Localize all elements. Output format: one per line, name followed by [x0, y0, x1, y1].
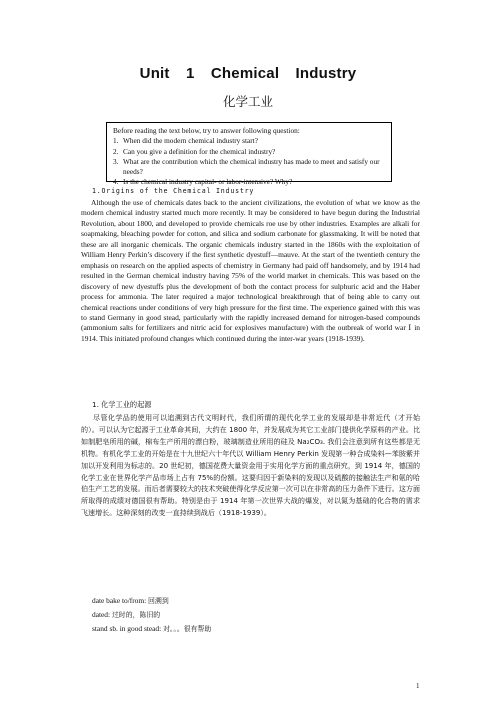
question-text: Is the chemical industry capital- or labor-intensive? Why?	[123, 177, 293, 187]
question-text: When did the modern chemical industry start?	[123, 136, 258, 146]
translation-heading: 1. 化学工业的起源	[92, 400, 152, 409]
question-number: 4.	[113, 177, 119, 187]
page-subtitle: 化学工业	[222, 94, 273, 109]
question-intro: Before reading the text below, try to answer following question:	[113, 126, 300, 135]
english-paragraph: Although the use of chemicals dates back to the ancient civilizations, the evolution of what we know as the modern chemical industry started much more recently. It may be considered to have begun during the Industrial Revolution, about 1800, and developed to provide chemicals roe use by other industries. Examples are alkali for soapmaking, bleaching powder for cotton, and silica and sodium carbonate for glassmaking. It will be noted that these are all inorganic chemicals. The organic chemicals industry started in the 1860s with the exploitation of William Henry Perkin’s discovery if the first synthetic dyestuff—mauve. At the start of the twentieth century the emphasis on research on the applied aspects of chemistry in Germany had paid off handsomely, and by 1914 had resulted in the German chemical industry having 75% of the world market in chemicals. This was based on the discovery of new dyestuffs plus the development of both the contact process for sulphuric acid and the Haber process for ammonia. The later required a major technological breakthrough that of being able to carry out chemical reactions under conditions of very high pressure for the first time. The experience gained with this was to stand Germany in good stead, particularly with the rapidly increased demand for nitrogen-based compounds (ammonium salts for fertilizers and nitric acid for explosives manufacture) with the outbreak of world war Ⅰ in 1914. This initiated profound changes which continued during the inter-war years (1918-1939).	[81, 198, 420, 343]
translation-paragraph: 尽管化学品的使用可以追溯到古代文明时代，我们所谓的现代化学工业的发展却是非常近代（才开始的）。可以认为它起源于工业革命其间，大约在 1800 年，并发展成为其它工业部门提供化学原料的产业。比如制肥皂所用的碱，棉布生产所用的漂白粉，玻璃制造业所用的硅及 Na₂CO₃. 我们会注意到所有这些都是无机物。有机化学工业的开始是在十九世纪六十年代以 William Henry Perkin 发现第一种合成染料—苯胺紫并加以开发利用为标志的。20 世纪初，德国花费大量资金用于实用化学方面的重点研究，到 1914 年，德国的化学工业在世界化学产品市场上占有 75%的份额。这要归因于新染料的发现以及硫酸的接触法生产和氨的哈伯生产工艺的发展。而后者需要较大的技术突破使得化学反应第一次可以在非常高的压力条件下进行。这方面所取得的成绩对德国很有帮助。特别是由于 1914 年第一次世界大战的爆发，对以氮为基础的化合物的需求飞速增长。这种深刻的改变一直持续到战后（1918-1939）。	[81, 413, 420, 518]
question-item	[113, 147, 387, 157]
question-item	[113, 157, 387, 178]
question-number: 2.	[113, 146, 119, 156]
vocab-term: stand sb. in good stead:	[92, 624, 162, 633]
question-text: What are the contribution which the chemical industry has made to meet and satisfy our needs?	[123, 156, 380, 177]
vocab-gloss: 对。。。很有帮助	[163, 625, 212, 633]
question-item	[113, 136, 387, 146]
question-number: 3.	[113, 156, 119, 166]
section-heading: 1.Origins of the Chemical Industry	[92, 187, 255, 195]
vocab-term: date bake to/from:	[92, 596, 147, 605]
page-number: 1	[416, 682, 420, 690]
question-box	[106, 122, 392, 187]
question-text: Can you give a definition for the chemical industry?	[123, 146, 276, 156]
vocab-item	[92, 595, 169, 605]
vocab-gloss: 过时的，陈旧的	[111, 611, 161, 619]
vocab-term: dated:	[92, 610, 111, 619]
vocab-item	[92, 609, 160, 619]
vocab-item	[92, 623, 211, 633]
vocab-gloss: 回溯到	[148, 597, 169, 605]
question-number: 1.	[113, 136, 119, 146]
page-title: Unit 1 Chemical Industry	[139, 65, 357, 82]
